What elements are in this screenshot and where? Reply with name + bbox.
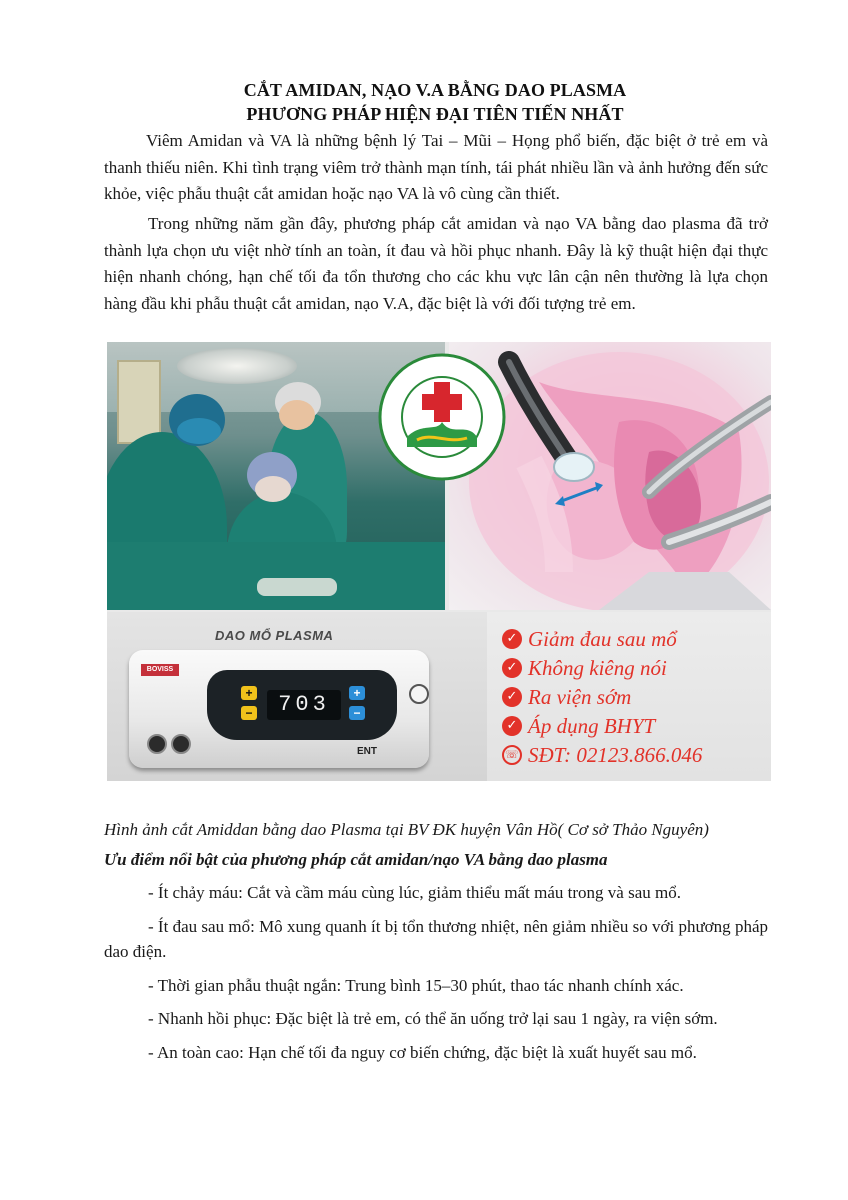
plasma-device [129,650,429,768]
surgical-lamp [177,348,297,384]
benefit-item [502,684,631,710]
device-minus-yellow-button: − [241,706,257,720]
device-label: ENT [357,746,377,757]
phone-number: SĐT: 02123.866.046 [528,742,703,767]
advantage-item: - Ít đau sau mổ: Mô xung quanh ít bị tổn thương nhiệt, nên giảm nhiều so với phương pháp dao điện. [104,917,768,961]
device-title: DAO MỔ PLASMA [215,628,334,643]
check-circle-icon: ✓ [502,629,522,649]
instrument-tray [257,578,337,596]
advantage-item: - Ít chảy máu: Cắt và cầm máu cùng lúc, giảm thiểu mất máu trong và sau mổ. [148,883,681,902]
hospital-logo-icon [377,352,507,482]
surgeon-left-mask [177,418,221,444]
surgeon-back-face [279,400,315,430]
device-minus-blue-button: − [349,706,365,720]
device-brand-badge: BOVISS [141,664,179,676]
benefit-item [502,655,667,681]
device-display: 703 [267,690,341,720]
benefit-item [502,626,677,652]
benefit-text: Áp dụng BHYT [528,713,656,738]
benefit-text: Ra viện sớm [528,684,632,709]
device-port-2-icon [171,734,191,754]
check-circle-icon: ✓ [502,658,522,678]
advantages-heading: Ưu điểm nổi bật của phương pháp cắt amidan/nạo VA bằng dao plasma [104,850,608,869]
phone-item [502,742,702,768]
promo-figure [107,342,771,781]
benefit-text: Không kiêng nói [528,655,667,680]
wall-board [117,360,161,444]
figure-caption: Hình ảnh cắt Amiddan bằng dao Plasma tại BV ĐK huyện Vân Hồ( Cơ sở Thảo Nguyên) [104,820,709,839]
advantage-item: - Nhanh hồi phục: Đặc biệt là trẻ em, có thể ăn uống trở lại sau 1 ngày, ra viện sớm. [148,1009,718,1028]
title-line-2: PHƯƠNG PHÁP HIỆN ĐẠI TIÊN TIẾN NHẤT [246,104,624,124]
device-port-1-icon [147,734,167,754]
advantage-item: - An toàn cao: Hạn chế tối đa nguy cơ biến chứng, đặc biệt là xuất huyết sau mổ. [148,1043,697,1062]
title-line-1: CẮT AMIDAN, NẠO V.A BẰNG DAO PLASMA [243,80,627,100]
device-plus-yellow-button: + [241,686,257,700]
check-circle-icon: ✓ [502,687,522,707]
advantage-item: - Thời gian phẫu thuật ngắn: Trung bình 15–30 phút, thao tác nhanh chính xác. [148,976,684,995]
benefit-item [502,713,655,739]
benefit-text: Giảm đau sau mổ [528,626,677,651]
intro-paragraph: Viêm Amidan và VA là những bệnh lý Tai – Mũi – Họng phổ biến, đặc biệt ở trẻ em và thanh thiếu niên. Khi tình trạng viêm trở thành mạn tính, tái phát nhiều lần và ảnh hưởng đến sức khỏe, việc phẫu thuật cắt amidan hoặc nạo VA là vô cùng cần thiết. [104,131,768,203]
plasma-paragraph: Trong những năm gần đây, phương pháp cắt amidan và nạo VA bằng dao plasma đã trở thành lựa chọn ưu việt nhờ tính an toàn, ít đau và hồi phục nhanh. Đây là kỹ thuật hiện đại thực hiện nhanh chóng, hạn chế tối đa tổn thương cho các khu vực lân cận nên thường là lựa chọn hàng đầu khi phẫu thuật cắt amidan, nạo V.A, đặc biệt là với đối tượng trẻ em. [104,214,768,313]
surgeon-center-mask [255,476,291,502]
power-button-icon [409,684,429,704]
phone-icon: ☏ [502,745,522,765]
surgical-drape [107,542,445,610]
device-plus-blue-button: + [349,686,365,700]
check-circle-icon: ✓ [502,716,522,736]
